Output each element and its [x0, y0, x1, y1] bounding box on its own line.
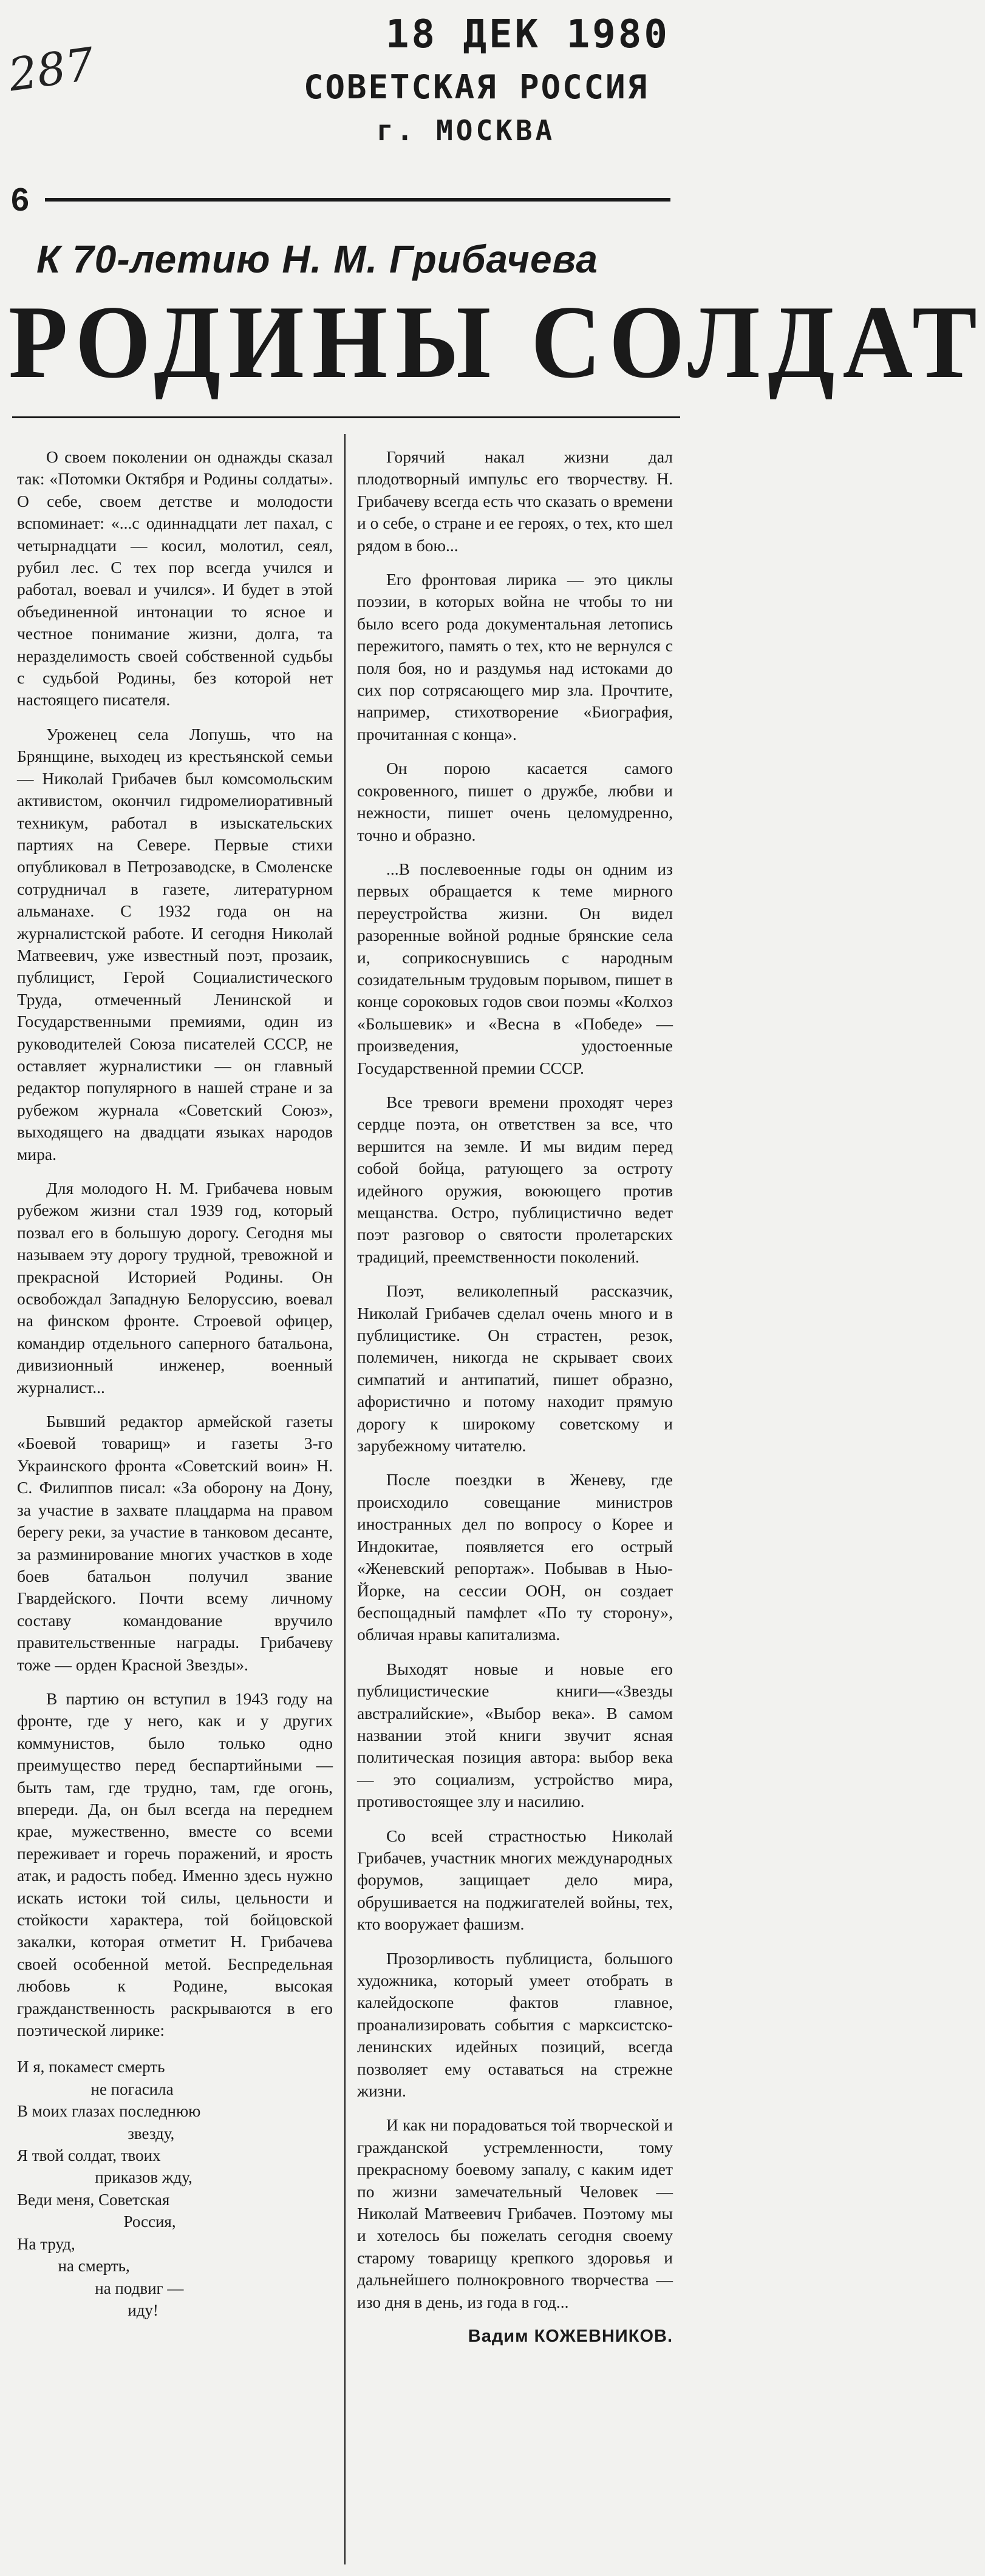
paragraph: Со всей страстностью Николай Грибачев, участник многих международных форумов, защищает дело мира, обрушивается на поджигателей войны, тех, кто вооружает фашизм. — [357, 1826, 673, 1934]
article-kicker: К 70-летию Н. М. Грибачева — [36, 237, 598, 281]
header-rule — [45, 198, 670, 202]
clipping-stamp — [304, 12, 680, 158]
left-column — [17, 446, 333, 2321]
poem-quote: И я, покамест смерть не погасила В моих глазах последнюю звезду, Я твой солдат, твоих приказов жду, Веди меня, Советская Россия, На труд, на смерть, на подвиг — иду! — [17, 2058, 201, 2319]
paragraph: После поездки в Женеву, где происходило совещание министров иностранных дел по вопросу о Корее и Индокитае, появляется его острый «Женевский репортаж». Побывав в Нью-Йорке, на сессии ООН, он создает беспощадный памфлет «По ту сторону», обличая нравы капитализма. — [357, 1470, 673, 1644]
paragraph: ...В послевоенные годы он одним из первых обращается к теме мирного переустройства жизни. Он видел разоренные войной родные брянские села и, соприкоснувшись с народным созидательным трудовым порывом, пишет в конце сороковых годов свои поэмы «Колхоз «Большевик» и «Весна в «Победе» — произведения, удостоенные Государственной премии СССР. — [357, 859, 673, 1077]
headline-rule — [12, 416, 680, 418]
stamp-newspaper: СОВЕТСКАЯ РОССИЯ — [304, 68, 649, 106]
paragraph: Уроженец села Лопушь, что на Брянщине, выходец из крестьянской семьи — Николай Грибачев был комсомольским активистом, окончил гидромелиоративный техникум, работал в изыскательских партиях на Севере. Первые стихи опубликовал в Петрозаводске, в Смоленске сотрудничал в газете, литературном альманахе. С 1932 года он на журналистской работе. И сегодня Николай Матвеевич, уже известный поэт, прозаик, публицист, Герой Социалистического Труда, отмеченный Ленинской и Государственными премиями, один из руководителей Союза писателей СССР, не оставляет журналистики — он главный редактор популярного в нашей стране и за рубежом журнала «Советский Союз», выходящего на двадцати языках народов мира. — [17, 724, 333, 1164]
handwritten-archive-number: 287 — [5, 38, 98, 102]
paragraph: О своем поколении он однажды сказал так: «Потомки Октября и Родины солдаты». О себе, своем детстве и молодости вспоминает: «...с одиннадцати лет пахал, с четырнадцати — косил, молотил, сеял, рубил лес. С тех пор всегда учился и работал, воевал и учился». И будет в этой объединенной интонации то ясное и честное понимание жизни, долга, та неразделимость своей собственной судьбы с судьбой Родины, без которой нет настоящего писателя. — [17, 447, 333, 710]
author-signature: Вадим КОЖЕВНИКОВ. — [468, 2327, 673, 2347]
paragraph: Для молодого Н. М. Грибачева новым рубежом жизни стал 1939 год, который позвал его в большую дорогу. Сегодня мы называем эту дорогу трудной, тревожной и прекрасной Историей Родины. Он освобождал Западную Белоруссию, воевал на финском фронте. Строевой офицер, командир отдельного саперного батальона, дивизионный инженер, военный журналист... — [17, 1179, 333, 1397]
column-divider — [344, 434, 346, 2564]
stamp-city: г. МОСКВА — [377, 114, 556, 147]
article-headline: РОДИНЫ СОЛДАТ — [9, 285, 985, 400]
stamp-date: 18 ДЕК 1980 — [386, 12, 670, 57]
page-number: 6 — [11, 181, 30, 218]
paragraph: В партию он вступил в 1943 году на фронте, где у него, как и у других коммунистов, было только одно преимущество перед беспартийными — быть там, где трудно, там, где огонь, впереди. Да, он был всегда на переднем крае, мужественно, вместе со всеми переживает и горечь поражений, и ярость атак, и радость побед. Именно здесь нужно искать истоки той силы, цельности и стойкости характера, той бойцовской закалки, которая отметит Н. Грибачева своей особенной метой. Беспредельная любовь к Родине, высокая гражданственность раскрываются в его поэтической лирике: — [17, 1689, 333, 2040]
paragraph: Горячий накал жизни дал плодотворный импульс его творчеству. Н. Грибачеву всегда есть что сказать о времени и о себе, о стране и ее героях, о тех, кто шел рядом в бою... — [357, 447, 673, 555]
paragraph: Выходят новые и новые его публицистические книги—«Звезды австралийские», «Выбор века». В самом названии этой книги звучит ясная политическая позиция автора: выбор века — это социализм, устройство мира, противостоящее злу и насилию. — [357, 1659, 673, 1811]
paragraph: Его фронтовая лирика — это циклы поэзии, в которых война не чтобы то ни было всего рода документальная летопись пережитого, память о тех, кто не вернулся с поля боя, но и раздумья над истоками до сих пор сотрясающего мир зла. Прочтите, например, стихотворение «Биография, прочитанная с конца». — [357, 570, 673, 744]
right-column — [357, 446, 673, 2348]
paragraph: Прозорливость публициста, большого художника, который умеет отобрать в калейдоскопе фактов главное, проанализировать события с марксистско-ленинских идейных позиций, всегда позволяет ему оставаться на стрежне жизни. — [357, 1948, 673, 2101]
paragraph: И как ни порадоваться той творческой и гражданской устремленности, тому прекрасному боевому запалу, с каким идет по жизни замечательный Человек — Николай Матвеевич Грибачев. Поэтому мы и хотелось бы пожелать сегодня своему старому товарищу крепкого здоровья и дальнейшего полнокровного творчества — изо дня в день, из года в год... — [357, 2115, 673, 2311]
paragraph: Бывший редактор армейской газеты «Боевой товарищ» и газеты 3-го Украинского фронта «Советский воин» Н. С. Филиппов писал: «За оборону на Дону, за участие в захвате плацдарма на правом берегу реки, за участие в танковом десанте, за разминирование многих участков в ходе боев батальон получил звание Гвардейского. Почти всему личному составу командование вручило правительственные награды. Грибачеву тоже — орден Красной Звезды». — [17, 1412, 333, 1674]
paragraph: Он порою касается самого сокровенного, пишет о дружбе, любви и нежности, пишет очень целомудренно, точно и образно. — [357, 759, 673, 844]
paragraph: Поэт, великолепный рассказчик, Николай Грибачев сделал очень много и в публицистике. Он страстен, резок, полемичен, никогда не скрывает своих симпатий и антипатий, пишет образно, афористично и потому находит прямую дорогу к широкому советскому и зарубежному читателю. — [357, 1281, 673, 1456]
paragraph: Все тревоги времени проходят через сердце поэта, он ответствен за все, что вершится на земле. И мы видим перед собой бойца, ратующего за остроту идейного оружия, воюющего против мещанства. Остро, публицистично ведет поэт разговор о святости пролетарских традиций, преемственности поколений. — [357, 1092, 673, 1266]
